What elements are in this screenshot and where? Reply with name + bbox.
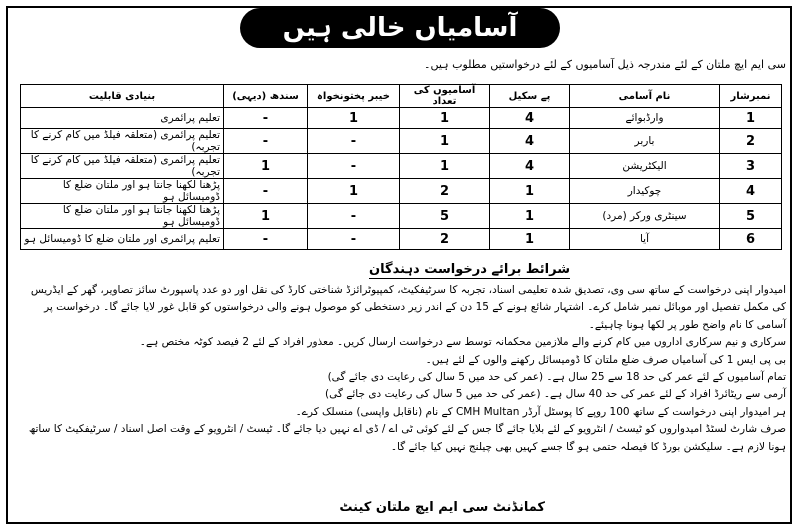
kpk-quota-cell: 1 (308, 108, 400, 129)
conditions-heading: شرائط برائے درخواست دہندگان (369, 262, 570, 277)
header-cell: خیبر پختونخواہ (308, 85, 400, 108)
table-row (21, 204, 782, 229)
serial-cell: 1 (720, 108, 782, 129)
condition-paragraph: آرمی سے ریٹائرڈ افراد کے لئے عمر کی حد 40 سال ہے۔ (عمر کی حد میں 5 سال کی رعایت دی جائے گی) (325, 388, 786, 401)
pay-scale-cell: 4 (490, 129, 570, 154)
header-cell: نمبرشار (720, 85, 782, 108)
serial-cell: 2 (720, 129, 782, 154)
pay-scale-cell: 1 (490, 179, 570, 204)
conditions-body (14, 282, 786, 456)
header-cell: آسامیوں کی تعداد (400, 85, 490, 108)
pay-scale-cell: 1 (490, 204, 570, 229)
pay-scale-cell: 1 (490, 229, 570, 250)
vacancy-table (20, 84, 782, 250)
header-cell: بنیادی قابلیت (21, 85, 224, 108)
post-count-cell: 2 (400, 229, 490, 250)
kpk-quota-cell: - (308, 204, 400, 229)
pay-scale-cell: 4 (490, 108, 570, 129)
header-cell: پے سکیل (490, 85, 570, 108)
qualification-cell: پڑھنا لکھنا جانتا ہو اور ملتان ضلع کا ڈومیسائل ہو (21, 179, 224, 204)
kpk-quota-cell: - (308, 129, 400, 154)
signatory: کمانڈنٹ سی ایم ایچ ملتان کینٹ (339, 500, 545, 515)
sindh-quota-cell: - (224, 129, 308, 154)
kpk-quota-cell: - (308, 154, 400, 179)
pay-scale-cell: 4 (490, 154, 570, 179)
sindh-quota-cell: - (224, 179, 308, 204)
sindh-quota-cell: - (224, 108, 308, 129)
table-row (21, 179, 782, 204)
qualification-cell: پڑھنا لکھنا جانتا ہو اور ملتان ضلع کا ڈومیسائل ہو (21, 204, 224, 229)
condition-paragraph: سرکاری و نیم سرکاری اداروں میں کام کرنے والے ملازمین محکمانہ توسط سے درخواست ارسال کریں۔ معذور افراد کے لئے 2 فیصد کوٹہ مختص ہے۔ (139, 336, 786, 349)
condition-paragraph: تمام آسامیوں کے لئے عمر کی حد 18 سے 25 سال ہے۔ (عمر کی حد میں 5 سال کی رعایت دی جائے گی) (327, 371, 786, 384)
condition-paragraph: بی پی ایس 1 کی آسامیاں صرف ضلع ملتان کا ڈومیسائل رکھنے والوں کے لئے ہیں۔ (425, 353, 786, 366)
condition-paragraph: امیدوار اپنی درخواست کے ساتھ سی وی، تصدیق شدہ تعلیمی اسناد، تجربہ کا سرٹیفکیٹ، کمپیوٹرائزڈ شناختی کارڈ کی نقل اور دو عدد پاسپورٹ سائز تصاویر، گھر کے ایڈریس کی مکمل تفصیل اور موبائل نمبر شامل کرے۔ اشتہار شائع ہونے کے 15 دن کے اندر زیر دستخطی کو موصول ہونے والی درخواستوں کو قابل غور لایا جائے گا۔ درخواست پر آسامی کا نام واضح طور پر لکھا ہونا چاہیئے۔ (30, 284, 786, 331)
post-count-cell: 1 (400, 154, 490, 179)
post-name-cell: چوکیدار (570, 179, 720, 204)
qualification-cell: تعلیم پرائمری (21, 108, 224, 129)
serial-cell: 3 (720, 154, 782, 179)
table-row (21, 108, 782, 129)
table-row (21, 154, 782, 179)
page-title: آسامیاں خالی ہیں (240, 8, 560, 48)
post-count-cell: 1 (400, 108, 490, 129)
kpk-quota-cell: - (308, 229, 400, 250)
post-count-cell: 5 (400, 204, 490, 229)
condition-paragraph: صرف شارٹ لسٹڈ امیدواروں کو ٹیسٹ / انٹرویو کے لئے بلایا جائے گا جس کے لئے کوئی ٹی اے / ڈی اے نہیں دیا جائے گا۔ ٹیسٹ / انٹرویو کے وقت اصل اسناد / سرٹیفکیٹ کا ساتھ ہونا لازم ہے۔ سلیکشن بورڈ کا فیصلہ حتمی ہو گا جسے کہیں بھی چیلنج نہیں کیا جائے گا۔ (28, 423, 786, 453)
table-header-row (21, 85, 782, 108)
post-name-cell: باربر (570, 129, 720, 154)
header-cell: سندھ (دیہی) (224, 85, 308, 108)
post-name-cell: آیا (570, 229, 720, 250)
serial-cell: 5 (720, 204, 782, 229)
sindh-quota-cell: - (224, 229, 308, 250)
sindh-quota-cell: 1 (224, 204, 308, 229)
kpk-quota-cell: 1 (308, 179, 400, 204)
post-count-cell: 1 (400, 129, 490, 154)
post-name-cell: الیکٹریشن (570, 154, 720, 179)
post-name-cell: سینٹری ورکر (مرد) (570, 204, 720, 229)
intro-text: سی ایم ایچ ملتان کے لئے مندرجہ ذیل آسامیوں کے لئے درخواستیں مطلوب ہیں۔ (424, 58, 786, 71)
qualification-cell: تعلیم پرائمری (متعلقہ فیلڈ میں کام کرنے کا تجربہ) (21, 129, 224, 154)
header-cell: نام آسامی (570, 85, 720, 108)
sindh-quota-cell: 1 (224, 154, 308, 179)
post-count-cell: 2 (400, 179, 490, 204)
qualification-cell: تعلیم پرائمری (متعلقہ فیلڈ میں کام کرنے کا تجربہ) (21, 154, 224, 179)
condition-paragraph: ہر امیدوار اپنی درخواست کے ساتھ 100 روپے کا پوسٹل آرڈر CMH Multan کے نام (ناقابل واپسی) منسلک کرے۔ (295, 405, 786, 418)
table-row (21, 229, 782, 250)
post-name-cell: وارڈبوائے (570, 108, 720, 129)
serial-cell: 6 (720, 229, 782, 250)
table-row (21, 129, 782, 154)
serial-cell: 4 (720, 179, 782, 204)
qualification-cell: تعلیم پرائمری اور ملتان ضلع کا ڈومیسائل ہو (21, 229, 224, 250)
